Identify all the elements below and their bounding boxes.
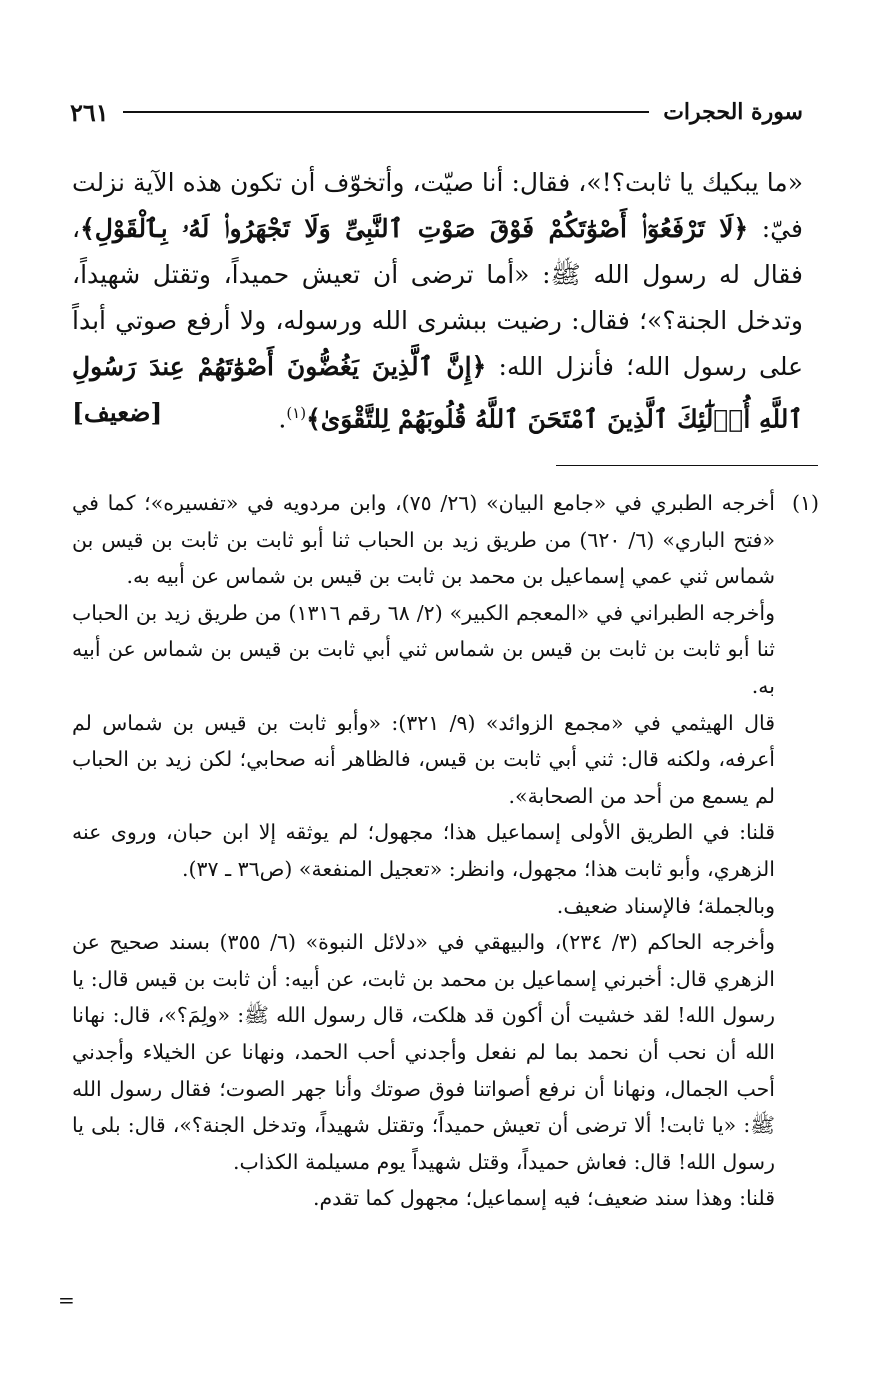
main-line-2: ، فقال له رسول الله ﷺ: «أما ترضى أن تعيش حميداً، وتقتل شهيداً، وتدخل الجنة؟»؛ فقال: رضيت ببشرى الله ورسوله، ولا أرفع صوتي أبداً على رسول الله؛ فأنزل الله: bbox=[72, 214, 804, 381]
footnote-paragraph: أخرجه الطبري في «جامع البيان» (٢٦/ ٧٥)، وابن مردويه في «تفسيره»؛ كما في «فتح الباري» (٦/ ٦٢٠) من طريق زيد بن الحباب ثنا أبو ثابت بن ثابت بن قيس بن شماس ثني عمي إسماعيل بن محمد بن ثابت بن قيس بن شماس عن أبيه به. bbox=[72, 491, 775, 589]
footnotes bbox=[72, 485, 819, 1217]
running-header bbox=[70, 92, 803, 132]
surah-title: سورة الحجرات bbox=[663, 99, 803, 125]
footnote-item bbox=[72, 485, 819, 1217]
hadith-grade: [ضعيف] bbox=[72, 398, 163, 427]
header-rule bbox=[123, 111, 650, 113]
main-text bbox=[72, 160, 803, 442]
main-paragraph bbox=[72, 160, 803, 442]
footnote-paragraph: وبالجملة؛ فالإسناد ضعيف. bbox=[556, 893, 775, 918]
quran-verse-2: ﴿إِنَّ ٱلَّذِينَ يَغُضُّونَ أَصْوَٰتَهُمْ عِندَ رَسُولِ ٱللَّهِ أُو۟لَٰٓئِكَ ٱلَّذِينَ ٱمْتَحَنَ ٱللَّهُ قُلُوبَهُمْ لِلتَّقْوَىٰ﴾ bbox=[72, 352, 803, 434]
page-number: ٢٦١ bbox=[70, 97, 109, 127]
main-line-1: «ما يبكيك يا ثابت؟!»، فقال: أنا صيّت، وأتخوّف أن تكون هذه الآية نزلت فيّ: bbox=[72, 168, 803, 243]
quran-verse-1: ﴿لَا تَرْفَعُوٓا۟ أَصْوَٰتَكُمْ فَوْقَ صَوْتِ ٱلنَّبِىِّ وَلَا تَجْهَرُوا۟ لَهُۥ بِٱلْقَوْلِ﴾ bbox=[80, 214, 749, 243]
footnote-body bbox=[72, 485, 775, 1217]
footnote-paragraph: وأخرجه الحاكم (٣/ ٢٣٤)، والبيهقي في «دلائل النبوة» (٦/ ٣٥٥) بسند صحيح عن الزهري قال: أخبرني إسماعيل بن محمد بن ثابت، عن أبيه: أن ثابت بن قيس قال: يا رسول الله! لقد خشيت أن أكون قد هلكت، قال رسول الله ﷺ: «ولِمَ؟»، قال: نهانا الله أن نحب أن نحمد بما لم نفعل وأجدني أحب الحمد، ونهانا عن الخيلاء وأجدني أحب الجمال، ونهانا أن نرفع أصواتنا فوق صوتك وأنا جهر الصوت؛ فقال رسول الله ﷺ: «يا ثابت! ألا ترضى أن تعيش حميداً؛ وتقتل شهيداً، وتدخل الجنة؟»، قال: بلى يا رسول الله! قال: فعاش حميداً، وقتل شهيداً يوم مسيلمة الكذاب. bbox=[72, 930, 775, 1174]
continuation-mark: = bbox=[58, 1288, 75, 1312]
footnote-paragraph: وأخرجه الطبراني في «المعجم الكبير» (٢/ ٦٨ رقم ١٣١٦) من طريق زيد بن الحباب ثنا أبو ثابت بن ثابت بن قيس بن شماس ثني أبي ثابت بن قيس بن شماس عن أبيه به. bbox=[72, 600, 775, 698]
footnote-number: (١) bbox=[791, 491, 819, 515]
footnote-paragraph: قال الهيثمي في «مجمع الزوائد» (٩/ ٣٢١): «وأبو ثابت بن قيس بن شماس لم أعرفه، ولكنه قال: ثني أبي ثابت بن قيس، فالظاهر أنه صحابي؛ لكن زيد بن الحباب لم يسمع من أحد من الصحابة». bbox=[72, 710, 776, 808]
footnote-paragraph: قلنا: وهذا سند ضعيف؛ فيه إسماعيل؛ مجهول كما تقدم. bbox=[312, 1186, 775, 1211]
main-end: . bbox=[278, 404, 287, 434]
footnote-paragraph: قلنا: في الطريق الأولى إسماعيل هذا؛ مجهول؛ لم يوثقه إلا ابن حبان، وروى عنه الزهري، وأبو ثابت هذا؛ مجهول، وانظر: «تعجيل المنفعة» (ص٣٦ ـ ٣٧). bbox=[72, 820, 775, 881]
footnote-separator bbox=[556, 465, 818, 466]
footnote-reference: (١) bbox=[286, 404, 307, 422]
